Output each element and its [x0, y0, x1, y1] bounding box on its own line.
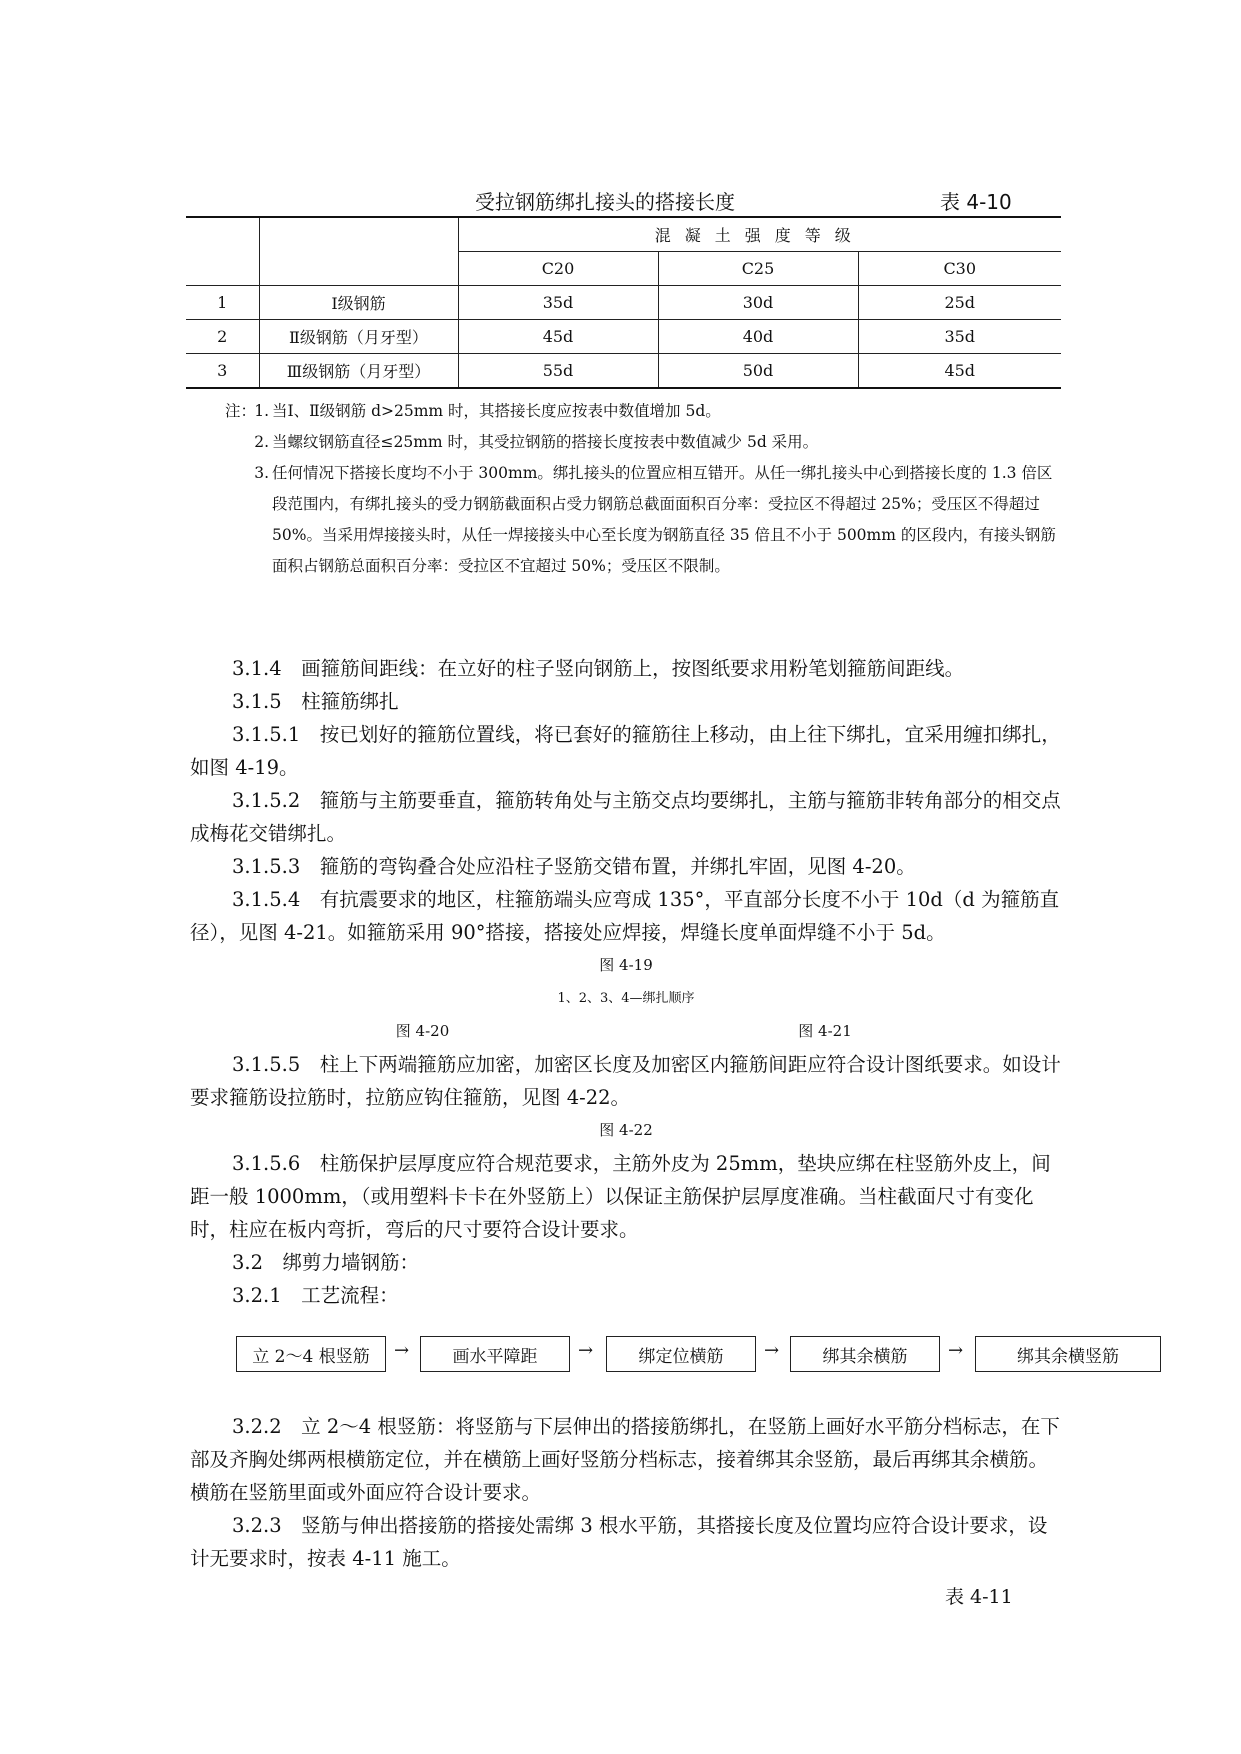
paragraph-3-1-5-4: 3.1.5.4 有抗震要求的地区，柱箍筋端头应弯成 135°，平直部分长度不小于 10d（d 为箍筋直径），见图 4-21。如箍筋采用 90°搭接，搭接处应焊接，焊缝长度单面焊缝不小于 5d。 — [190, 888, 1060, 944]
row-value: 45d — [858, 354, 1061, 389]
note-item — [225, 427, 1065, 458]
grade-cell: C25 — [658, 252, 858, 286]
note-item — [225, 396, 1065, 427]
body-text — [190, 652, 1062, 1312]
paragraph-3-1-5: 3.1.5 柱箍筋绑扎 — [232, 690, 399, 713]
paragraph-3-1-5-6: 3.1.5.6 柱筋保护层厚度应符合规范要求，主筋外皮为 25mm，垫块应绑在柱竖筋外皮上，间距一般 1000mm，（或用塑料卡卡在外竖筋上）以保证主筋保护层厚度准确。当柱截面尺寸有变化时，柱应在板内弯折，弯后的尺寸要符合设计要求。 — [190, 1152, 1051, 1241]
grade-cell: C20 — [458, 252, 658, 286]
row-number: 3 — [186, 354, 259, 389]
flow-arrow-icon: → — [764, 1340, 780, 1361]
flow-step-5: 绑其余横竖筋 — [975, 1336, 1161, 1372]
note-number: 3. — [254, 464, 269, 482]
paragraph-3-2-3: 3.2.3 竖筋与伸出搭接筋的搭接处需绑 3 根水平筋，其搭接长度及位置均应符合设计要求，设计无要求时，按表 4-11 施工。 — [190, 1514, 1048, 1570]
note-number: 1. — [254, 402, 269, 420]
row-number: 2 — [186, 320, 259, 354]
table-header-row — [186, 217, 1061, 252]
table-row — [186, 320, 1061, 354]
paragraph-3-1-5-5: 3.1.5.5 柱上下两端箍筋应加密，加密区长度及加密区内箍筋间距应符合设计图纸要求。如设计要求箍筋设拉筋时，拉筋应钩住箍筋，见图 4-22。 — [190, 1053, 1061, 1109]
flow-step-4: 绑其余横筋 — [790, 1336, 940, 1372]
paragraph-3-1-5-2: 3.1.5.2 箍筋与主筋要垂直，箍筋转角处与主筋交点均要绑扎，主筋与箍筋非转角部分的相交点成梅花交错绑扎。 — [190, 789, 1061, 845]
note-item — [225, 458, 1065, 582]
row-value: 55d — [458, 354, 658, 389]
row-value: 40d — [658, 320, 858, 354]
paragraph-3-1-5-3: 3.1.5.3 箍筋的弯钩叠合处应沿柱子竖筋交错布置，并绑扎牢固，见图 4-20。 — [232, 855, 916, 878]
table-row — [186, 286, 1061, 320]
figure-captions-row — [190, 1015, 1062, 1048]
table-header-strength: 混凝土强度等级 — [458, 217, 1061, 252]
table-4-11-label: 表 4-11 — [945, 1586, 1013, 1608]
table-number: 表 4-10 — [940, 190, 1012, 214]
flow-step-2: 画水平障距 — [420, 1336, 570, 1372]
row-name: Ⅱ级钢筋（月牙型） — [259, 320, 458, 354]
row-name: Ⅰ级钢筋 — [259, 286, 458, 320]
note-text: 当螺纹钢筋直径≤25mm 时，其受拉钢筋的搭接长度按表中数值减少 5d 采用。 — [272, 433, 819, 451]
note-number: 2. — [254, 433, 269, 451]
flow-arrow-icon: → — [394, 1340, 410, 1361]
table-row — [186, 354, 1061, 389]
lap-length-table — [186, 216, 1061, 389]
paragraph-3-1-5-1: 3.1.5.1 按已划好的箍筋位置线，将已套好的箍筋往上移动，由上往下绑扎，宜采用缠扣绑扎，如图 4-19。 — [190, 723, 1061, 779]
row-value: 35d — [858, 320, 1061, 354]
flow-step-1: 立 2～4 根竖筋 — [236, 1336, 386, 1372]
table-header-no — [186, 217, 259, 286]
row-value: 35d — [458, 286, 658, 320]
body-text-lower — [190, 1410, 1062, 1575]
table-title: 受拉钢筋绑扎接头的搭接长度 — [475, 190, 735, 214]
paragraph-3-2-1: 3.2.1 工艺流程： — [232, 1284, 399, 1307]
row-value: 50d — [658, 354, 858, 389]
flow-arrow-icon: → — [578, 1340, 594, 1361]
grade-cell: C30 — [858, 252, 1061, 286]
figure-caption-4-20: 图 4-20 — [395, 1022, 450, 1040]
row-name: Ⅲ级钢筋（月牙型） — [259, 354, 458, 389]
figure-subcaption-4-19: 1、2、3、4—绑扎顺序 — [557, 991, 695, 1006]
note-text: 当Ⅰ、Ⅱ级钢筋 d>25mm 时，其搭接长度应按表中数值增加 5d。 — [272, 402, 721, 420]
note-label: 注： — [225, 402, 257, 420]
paragraph-3-2-2: 3.2.2 立 2～4 根竖筋：将竖筋与下层伸出的搭接筋绑扎，在竖筋上画好水平筋分档标志，在下部及齐胸处绑两根横筋定位，并在横筋上画好竖筋分档标志，接着绑其余竖筋，最后再绑其余横筋。横筋在竖筋里面或外面应符合设计要求。 — [190, 1415, 1060, 1504]
table-notes — [225, 396, 1065, 582]
row-number: 1 — [186, 286, 259, 320]
figure-caption-4-21: 图 4-21 — [798, 1022, 852, 1040]
figure-caption-4-22: 图 4-22 — [599, 1121, 653, 1139]
table-header-name — [259, 217, 458, 286]
flow-step-3: 绑定位横筋 — [606, 1336, 756, 1372]
note-text: 任何情况下搭接长度均不小于 300mm。绑扎接头的位置应相互错开。从任一绑扎接头中心到搭接长度的 1.3 倍区段范围内，有绑扎接头的受力钢筋截面积占受力钢筋总截面面积百分率：受拉区不得超过 25%；受压区不得超过 50%。当采用焊接接头时，从任一焊接接头中心至长度为钢筋直径 35 倍且不小于 500mm 的区段内，有接头钢筋面积占钢筋总面积百分率：受拉区不宜超过 50%；受压区不限制。 — [272, 464, 1056, 575]
paragraph-3-2: 3.2 绑剪力墙钢筋： — [232, 1251, 420, 1274]
row-value: 45d — [458, 320, 658, 354]
row-value: 30d — [658, 286, 858, 320]
flow-arrow-icon: → — [948, 1340, 964, 1361]
figure-caption-4-19: 图 4-19 — [599, 956, 653, 974]
paragraph-3-1-4: 3.1.4 画箍筋间距线：在立好的柱子竖向钢筋上，按图纸要求用粉笔划箍筋间距线。 — [232, 657, 965, 680]
row-value: 25d — [858, 286, 1061, 320]
